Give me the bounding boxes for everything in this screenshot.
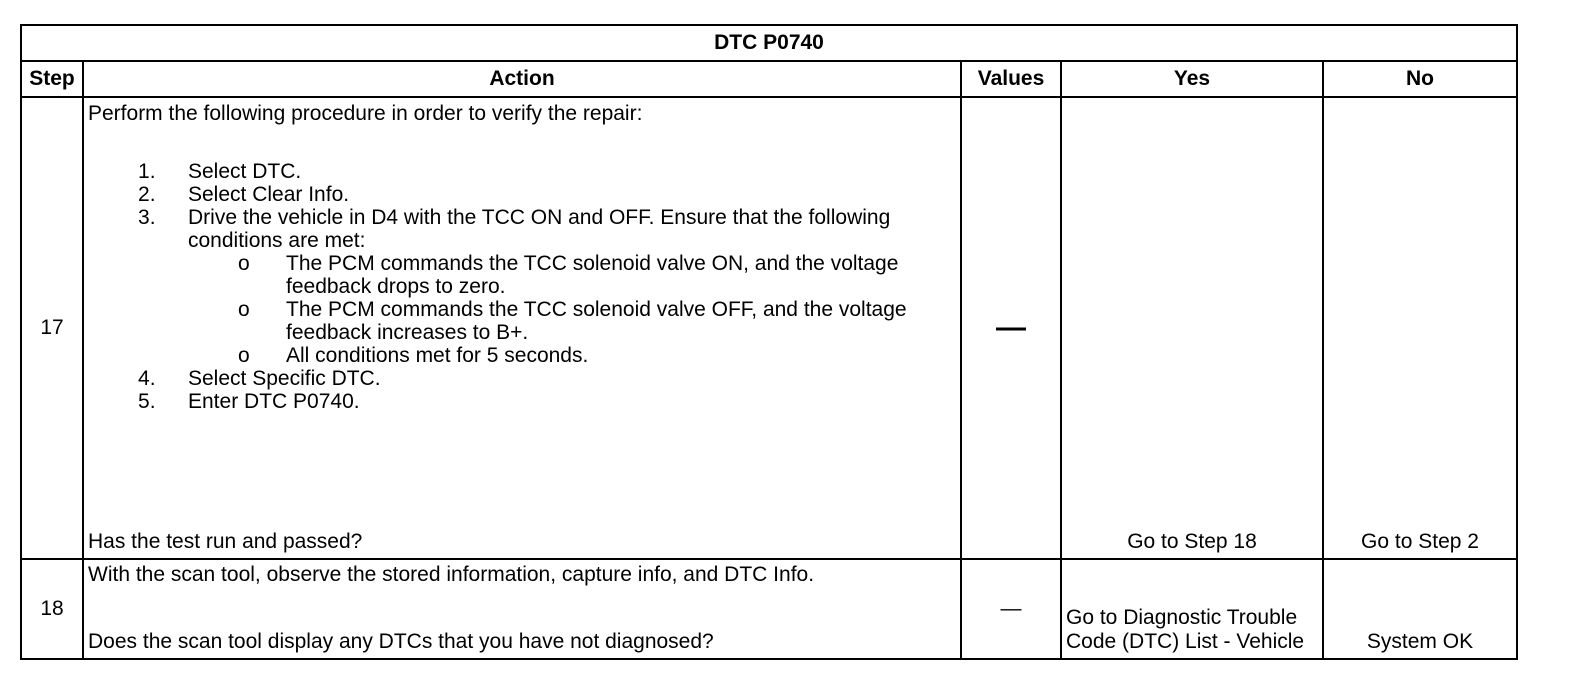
- table-title: DTC P0740: [21, 25, 1517, 61]
- procedure-step: Select Specific DTC.: [188, 367, 381, 390]
- procedure-step: Enter DTC P0740.: [188, 390, 360, 413]
- yes-action: Go to Step 18: [1061, 97, 1323, 559]
- table-row-step-18: [21, 559, 1517, 659]
- values-cell: [961, 97, 1061, 559]
- procedure-step-text: Drive the vehicle in D4 with the TCC ON and OFF. Ensure that the following conditions are met:: [188, 206, 891, 252]
- values-cell: —: [961, 559, 1061, 659]
- action-intro: Perform the following procedure in order to verify the repair:: [88, 102, 643, 125]
- yes-action: Go to Diagnostic Trouble Code (DTC) List - Vehicle: [1061, 559, 1323, 659]
- header-yes: Yes: [1061, 61, 1323, 97]
- procedure-list: [88, 160, 960, 413]
- header-step: Step: [21, 61, 83, 97]
- condition-item: o The PCM commands the TCC solenoid valve OFF, and the voltage feedback increases to B+.: [286, 298, 960, 344]
- procedure-step: [188, 206, 960, 367]
- dtc-table: [20, 24, 1518, 660]
- procedure-step: Select DTC.: [188, 160, 302, 183]
- action-question: Has the test run and passed?: [88, 530, 363, 553]
- condition-list: [188, 252, 960, 367]
- no-action: System OK: [1323, 559, 1517, 659]
- action-cell: [83, 559, 961, 659]
- table-row-step-17: [21, 97, 1517, 559]
- values-dash: —: [996, 311, 1026, 344]
- step-number: 17: [21, 97, 83, 559]
- no-action: Go to Step 2: [1323, 97, 1517, 559]
- step-number: 18: [21, 559, 83, 659]
- condition-item: o The PCM commands the TCC solenoid valve ON, and the voltage feedback drops to zero.: [286, 252, 960, 298]
- procedure-step: Select Clear Info.: [188, 183, 350, 206]
- condition-item: o All conditions met for 5 seconds.: [286, 344, 960, 367]
- header-no: No: [1323, 61, 1517, 97]
- action-text: With the scan tool, observe the stored information, capture info, and DTC Info.: [88, 563, 815, 586]
- action-cell: [83, 97, 961, 559]
- action-question: Does the scan tool display any DTCs that you have not diagnosed?: [88, 630, 714, 653]
- header-values: Values: [961, 61, 1061, 97]
- header-action: Action: [83, 61, 961, 97]
